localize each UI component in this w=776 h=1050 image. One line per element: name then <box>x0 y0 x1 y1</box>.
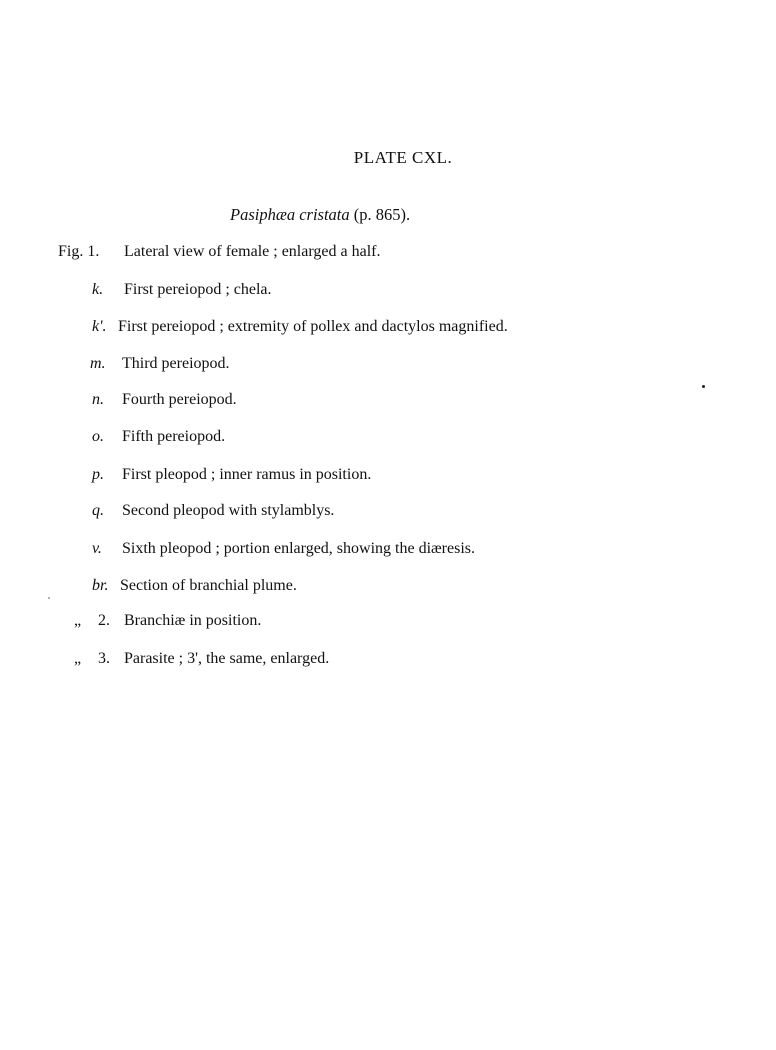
figure-caption: Sixth pleopod ; portion enlarged, showing the diæresis. <box>122 540 476 557</box>
figure-caption: Third pereiopod. <box>122 355 230 372</box>
ink-speck <box>702 385 705 388</box>
species-name: Pasiphæa cristata <box>230 205 350 224</box>
figure-letter: p. <box>92 466 104 483</box>
figure-caption: Branchiæ in position. <box>124 612 262 629</box>
figure-caption: Lateral view of female ; enlarged a half. <box>124 243 381 260</box>
figure-letter: q. <box>92 502 104 519</box>
figure-letter: k. <box>92 281 104 298</box>
figure-letter: k'. <box>92 318 107 335</box>
figure-caption: First pereiopod ; chela. <box>124 281 272 298</box>
species-heading <box>230 205 410 225</box>
figure-number: 2. <box>98 612 110 629</box>
species-page-ref: (p. 865). <box>353 205 411 224</box>
figure-caption: Second pleopod with stylamblys. <box>122 502 335 519</box>
figure-number: 3. <box>98 650 110 667</box>
ink-speck <box>48 597 50 599</box>
figure-letter: m. <box>90 355 106 372</box>
figure-caption: Fifth pereiopod. <box>122 428 226 445</box>
figure-number: Fig. 1. <box>58 243 100 260</box>
figure-letter: o. <box>92 428 104 445</box>
figure-caption: Parasite ; 3', the same, enlarged. <box>124 650 330 667</box>
ditto-mark: „ <box>74 650 82 667</box>
figure-caption: First pleopod ; inner ramus in position. <box>122 466 372 483</box>
ditto-mark: „ <box>74 612 82 629</box>
figure-letter: n. <box>92 391 104 408</box>
figure-caption: First pereiopod ; extremity of pollex and dactylos magnified. <box>118 318 508 335</box>
figure-caption: Section of branchial plume. <box>120 577 297 594</box>
figure-letter: br. <box>92 577 109 594</box>
plate-title: PLATE CXL. <box>353 148 453 167</box>
figure-caption: Fourth pereiopod. <box>122 391 237 408</box>
figure-letter: v. <box>92 540 102 557</box>
